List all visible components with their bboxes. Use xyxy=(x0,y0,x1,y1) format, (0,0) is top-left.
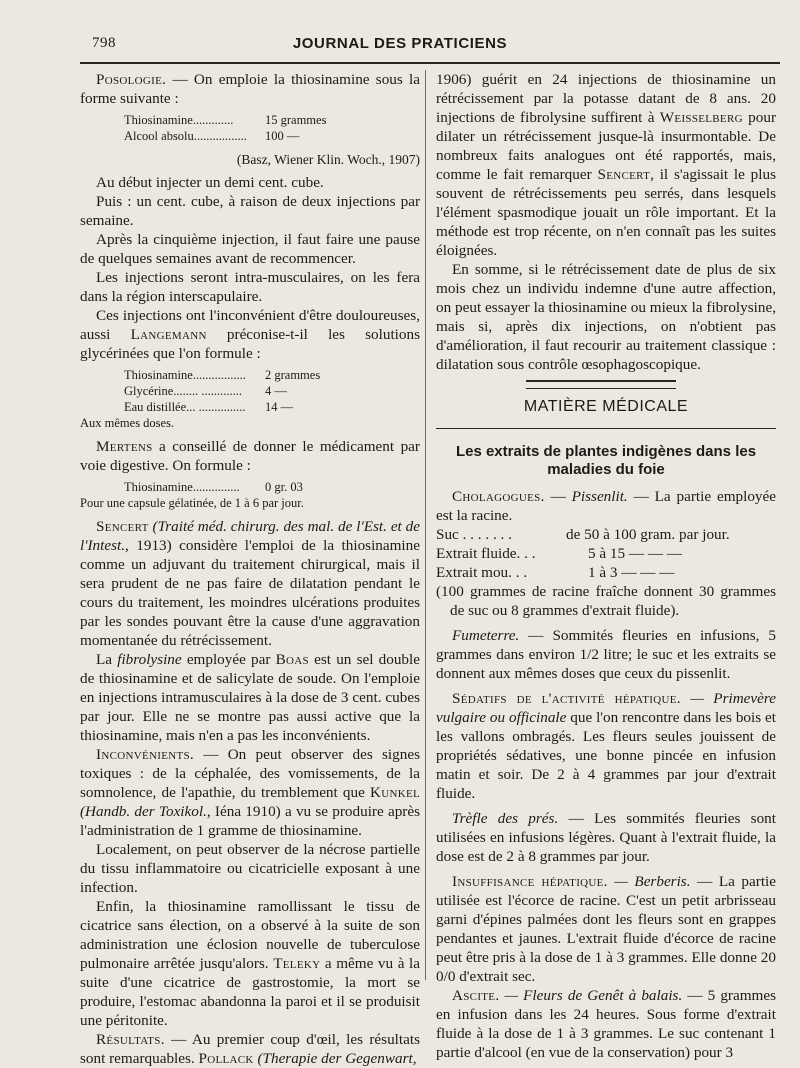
paragraph: Après la cinquième injection, il faut faire une pause de quelques semaines avant de recommencer. xyxy=(80,231,420,267)
author-name: Sencert xyxy=(597,166,651,183)
paragraph: Mertens a conseillé de donner le médicament par voie digestive. On formule : xyxy=(80,438,420,474)
inconvenients-label: Inconvénients. xyxy=(96,746,194,763)
paragraph: Fumeterre. — Sommités fleuries en infusions, 5 grammes dans environ 1/2 litre; le suc et les extraits se donnent aux mêmes doses que ceux du pissenlit. xyxy=(436,627,776,682)
dose-table xyxy=(436,525,776,582)
paragraph: Sencert (Traité méd. chirurg. des mal. de l'Est. et de l'Intest., 1913) considère l'emploi de la thiosinamine comme un adjuvant du traitement chirurgical, mais il sera prudent de ne pas faire de dilatation pendant le cours du traitement, les moindres ulcérations produites par les sondes pouvant être la cause d'une aggravation momentanée du rétrécissement. xyxy=(80,518,420,649)
formula-3 xyxy=(80,479,420,511)
left-column xyxy=(80,70,420,1068)
paragraph: Localement, on peut observer de la nécrose partielle du tissu inflammatoire ou cicatricielle exposant à une infection. xyxy=(80,841,420,896)
formula-row: Alcool absolu................. 100 — xyxy=(124,129,300,143)
formula-1 xyxy=(80,112,420,144)
section-ornament xyxy=(526,380,676,389)
header-rule xyxy=(80,62,780,64)
paragraph: 1906) guérit en 24 injections de thiosinamine un rétrécissement par la potasse datant de 8 ans. 20 injections de fibrolysine suffirent à Weisselberg pour dilater un rétrécissement jusque-là insurmontable. De nombreux faits analogues ont été rapportés, mais, comme le fait remarquer Sencert, il s'agissait le plus souvent de rétrécissements peu serrés, dans lesquels l'élément spasmodique jouait un rôle important. Et la méthode est trop récente, on n'en connaît pas les suites éloignées. xyxy=(436,71,777,259)
dose-row: Extrait mou. . . 1 à 3 — — — xyxy=(436,564,675,581)
author-name: Mertens xyxy=(96,438,153,455)
paragraph: Insuffisance hépatique. — Berberis. — La partie utilisée est l'écorce de racine. C'est un petit arbrisseau garni d'épines palmées dont les fleurs sont en grappes pendantes et jaunes. L'extrait fluide d'écorce de racine peut être pris à la dose de 1 à 3 grammes. Elle donne 20 0/0 d'extrait sec. xyxy=(436,873,777,985)
formula-1-reference: (Basz, Wiener Klin. Woch., 1907) xyxy=(236,152,420,167)
author-name: Langemann xyxy=(130,326,207,343)
paragraph: Cholagogues. — Pissenlit. — La partie employée est la racine. xyxy=(436,488,776,524)
resultats-label: Résultats. xyxy=(96,1031,165,1048)
formula-row: Thiosinamine............. 15 grammes xyxy=(124,113,327,127)
right-column xyxy=(436,70,776,1062)
formula-2 xyxy=(80,367,420,431)
formula-row: Glycérine........ ............. 4 — xyxy=(124,384,287,398)
paragraph: Au début injecter un demi cent. cube. xyxy=(96,174,324,191)
page-number: 798 xyxy=(92,35,116,51)
dose-row: Suc . . . . . . . de 50 à 100 gram. par jour. xyxy=(436,526,730,543)
posologie-paragraph: Posologie. — On emploie la thiosinamine sous la forme suivante : xyxy=(80,71,420,107)
section-rule xyxy=(436,428,776,429)
paragraph: Les injections seront intra-musculaires, on les fera dans la région interscapulaire. xyxy=(80,269,420,305)
ascite-label: Ascite. xyxy=(452,987,500,1004)
formula-note: Aux mêmes doses. xyxy=(80,416,175,430)
paragraph: Résultats. — Au premier coup d'œil, les résultats sont remarquables. Pollack (Therapie der Gegenwart, xyxy=(80,1031,420,1067)
author-name: Teleky xyxy=(273,955,321,972)
formula-row: Eau distillée... ............... 14 — xyxy=(124,400,294,414)
author-name: Sencert xyxy=(96,518,149,535)
formula-note: Pour une capsule gélatinée, de 1 à 6 par jour. xyxy=(80,496,304,510)
dose-row: Extrait fluide. . . 5 à 15 — — — xyxy=(436,545,683,562)
paragraph: Sédatifs de l'activité hépatique. — Primevère vulgaire ou officinale que l'on rencontre dans les bois et les vallons ombragés. Les fleurs seules jouissent de propriétés sédatives, une bonne pincée en infusion matin et soir. De 2 à 4 grammes par jour d'extrait fluide. xyxy=(436,690,776,802)
author-name: Pollack xyxy=(198,1050,254,1067)
column-divider xyxy=(425,70,426,980)
paragraph: Puis : un cent. cube, à raison de deux injections par semaine. xyxy=(80,193,420,229)
insuffisance-label: Insuffisance hépatique. xyxy=(452,873,608,890)
paragraph: Ces injections ont l'inconvénient d'être douloureuses, aussi Langemann préconise-t-il les solutions glycérinées que l'on formule : xyxy=(80,307,420,362)
section-title: MATIÈRE MÉDICALE xyxy=(523,398,689,415)
paragraph: Inconvénients. — On peut observer des signes toxiques : de la céphalée, des vomissements, de la somnolence, de l'apathie, du tremblement que Kunkel (Handb. der Toxikol., Iéna 1910) a vu se produire après l'administration de 1 gramme de thiosinamine. xyxy=(80,746,420,839)
author-name: Boas xyxy=(275,651,309,668)
journal-title: JOURNAL DES PRATICIENS xyxy=(292,35,508,52)
paragraph: Enfin, la thiosinamine ramollissant le tissu de cicatrice sans élection, on a observé à la suite de son administration une éclosion nouvelle de tuberculose pulmonaire arrêtée jusqu'alors. Teleky a même vu à la suite d'une cicatrice de gastrostomie, la mort se produire, l'estomac abandonna la paroi et il se produisit une péritonite. xyxy=(80,898,420,1029)
page-header xyxy=(0,28,800,58)
formula-row: Thiosinamine............... 0 gr. 03 xyxy=(124,480,303,494)
author-name: Kunkel xyxy=(369,784,420,801)
formula-row: Thiosinamine................. 2 grammes xyxy=(124,368,321,382)
posologie-label: Posologie. xyxy=(96,71,167,88)
cholagogues-label: Cholagogues. xyxy=(452,488,545,505)
paragraph: En somme, si le rétrécissement date de plus de six mois chez un individu indemne d'une autre affection, on peut essayer la thiosinamine ou mieux la fibrolysine, mais si, après dix injections, on n'obtient pas d'amélioration, il faut recourir au traitement classique : dilatation sous contrôle œsophagoscopique. xyxy=(436,261,776,373)
sedatifs-label: Sédatifs de l'activité hépatique. xyxy=(452,690,681,707)
paragraph: La fibrolysine employée par Boas est un sel double de thiosinamine et de salicylate de soude. On l'emploie en injections intramusculaires à la dose de 3 cent. cubes par jour. Elle ne se montre pas aussi active que la thiosinamine, mais n'en a pas les inconvénients. xyxy=(80,651,420,744)
paragraph: (100 grammes de racine fraîche donnent 30 grammes de suc ou 8 grammes d'extrait fluide). xyxy=(436,583,776,619)
paragraph: Trèfle des prés. — Les sommités fleuries sont utilisées en infusions légères. Quant à l'extrait fluide, la dose est de 2 à 8 grammes par jour. xyxy=(436,810,777,865)
paragraph: Ascite. — Fleurs de Genêt à balais. — 5 grammes en infusion dans les 24 heures. Sous forme d'extrait fluide à la dose de 1 à 3 grammes. Le suc contenant 1 partie d'alcool (en vue de la conservation) pour 3 xyxy=(436,987,776,1061)
author-name: Weisselberg xyxy=(659,109,743,126)
article-title: Les extraits de plantes indigènes dans les maladies du foie xyxy=(455,443,757,478)
